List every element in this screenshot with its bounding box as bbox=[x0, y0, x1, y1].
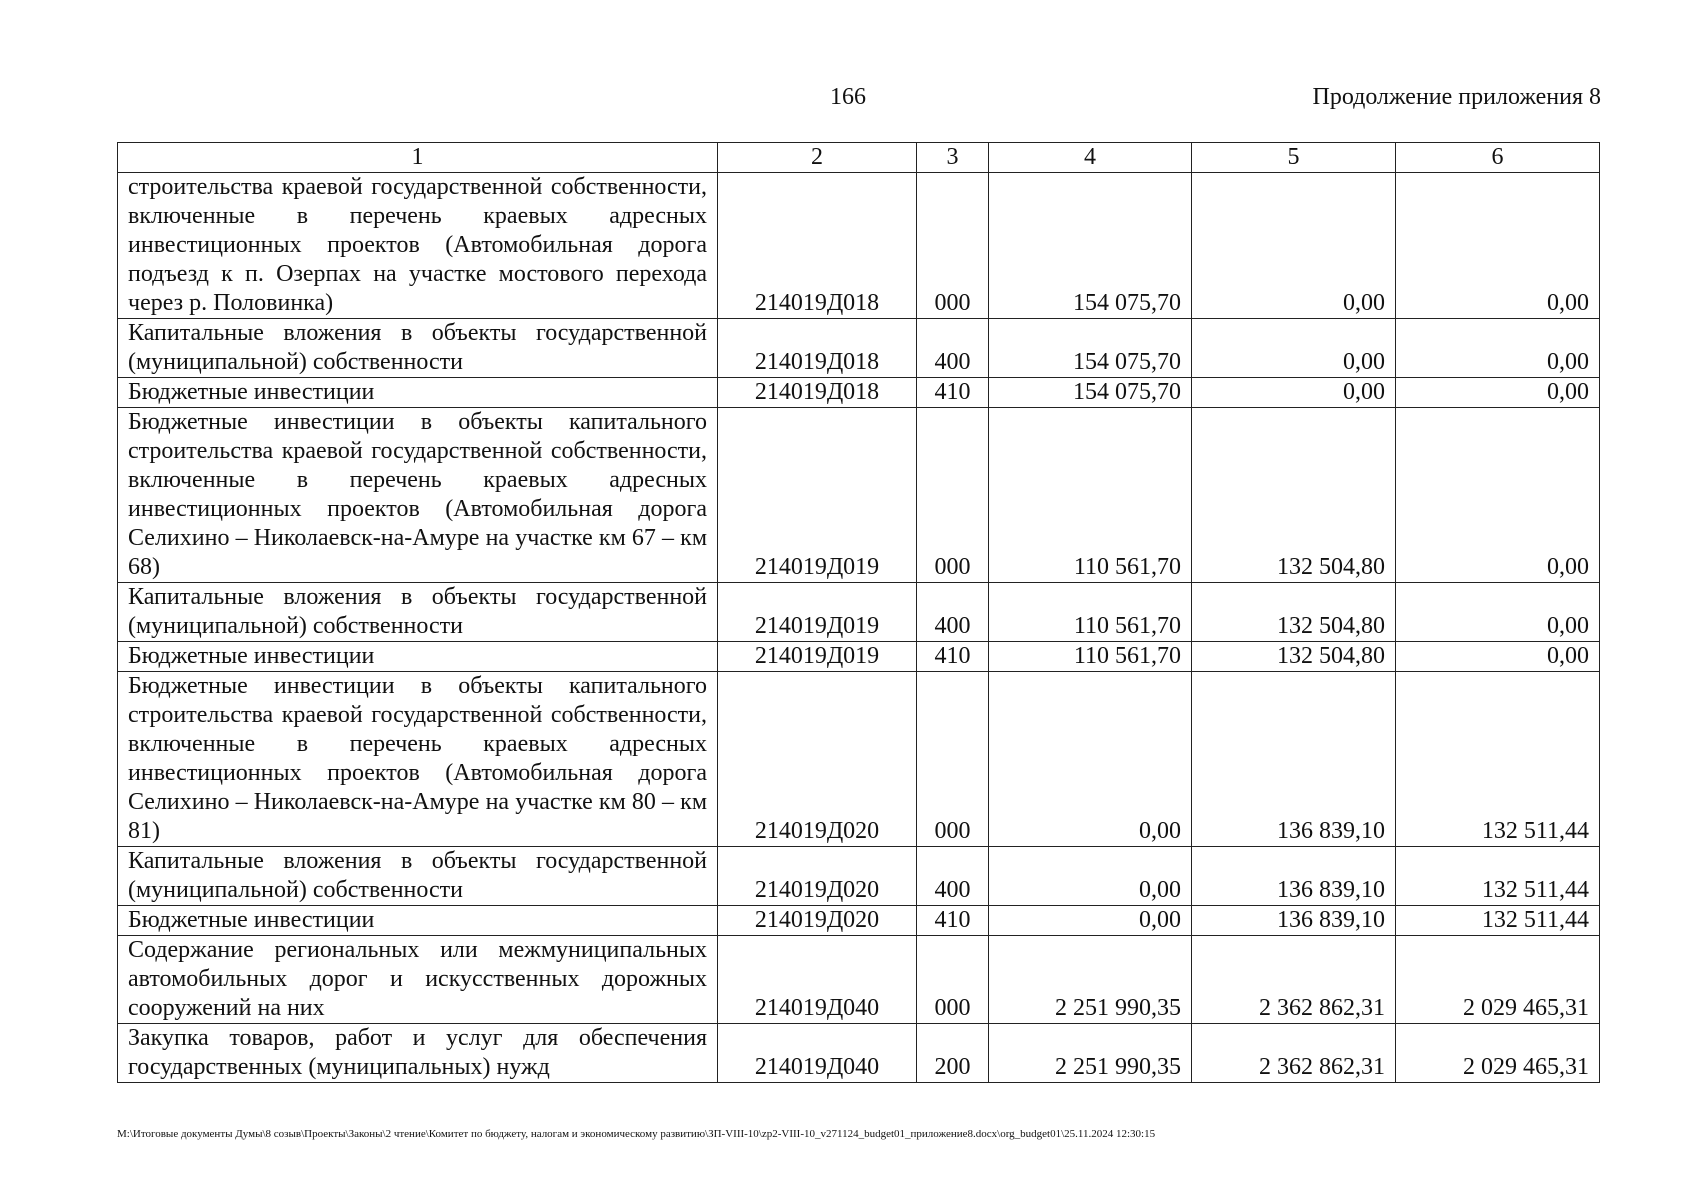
cell-target-article: 214019Д020 bbox=[718, 847, 917, 906]
cell-name: Бюджетные инвестиции в объекты капитального строительства краевой государственной собственности, включенные в перечень краевых адресных инвестиционных проектов (Автомобильная дорога Селихино – Николаевск-на-Амуре на участке км 80 – км 81) bbox=[118, 672, 718, 847]
cell-expense-type: 000 bbox=[917, 936, 989, 1024]
cell-amount: 0,00 bbox=[1396, 583, 1600, 642]
cell-name: Капитальные вложения в объекты государственной (муниципальной) собственности bbox=[118, 847, 718, 906]
table-row bbox=[118, 936, 1600, 1024]
table-header bbox=[118, 143, 1600, 173]
cell-amount: 110 561,70 bbox=[989, 583, 1192, 642]
cell-amount: 0,00 bbox=[989, 672, 1192, 847]
page-number: 166 bbox=[830, 84, 866, 110]
cell-name: Бюджетные инвестиции bbox=[118, 642, 718, 672]
table-body bbox=[118, 173, 1600, 1083]
cell-expense-type: 000 bbox=[917, 408, 989, 583]
column-header: 5 bbox=[1192, 143, 1396, 173]
table-row bbox=[118, 408, 1600, 583]
footer-file-path: М:\Итоговые документы Думы\8 созыв\Проекты\Законы\2 чтение\Комитет по бюджету, налогам и экономическому развитию\ЗП-VIII-10\zp2-VIII-10_v271124_budget01_приложение8.docx\org_budget01\25.11.2024 12:30:15 bbox=[117, 1128, 1156, 1140]
column-header: 3 bbox=[917, 143, 989, 173]
cell-expense-type: 000 bbox=[917, 672, 989, 847]
table-row bbox=[118, 173, 1600, 319]
cell-target-article: 214019Д019 bbox=[718, 408, 917, 583]
cell-target-article: 214019Д018 bbox=[718, 173, 917, 319]
cell-target-article: 214019Д019 bbox=[718, 583, 917, 642]
table-row bbox=[118, 319, 1600, 378]
table-row bbox=[118, 1024, 1600, 1083]
column-header: 4 bbox=[989, 143, 1192, 173]
cell-name: Бюджетные инвестиции bbox=[118, 378, 718, 408]
table-row bbox=[118, 583, 1600, 642]
column-header: 2 bbox=[718, 143, 917, 173]
cell-expense-type: 400 bbox=[917, 583, 989, 642]
column-header: 1 bbox=[118, 143, 718, 173]
cell-amount: 132 511,44 bbox=[1396, 906, 1600, 936]
cell-amount: 154 075,70 bbox=[989, 378, 1192, 408]
cell-amount: 0,00 bbox=[1396, 378, 1600, 408]
table-row bbox=[118, 378, 1600, 408]
cell-amount: 2 029 465,31 bbox=[1396, 936, 1600, 1024]
cell-expense-type: 000 bbox=[917, 173, 989, 319]
continuation-heading: Продолжение приложения 8 bbox=[1312, 84, 1601, 110]
table-row bbox=[118, 672, 1600, 847]
cell-target-article: 214019Д018 bbox=[718, 378, 917, 408]
cell-amount: 110 561,70 bbox=[989, 642, 1192, 672]
cell-amount: 136 839,10 bbox=[1192, 672, 1396, 847]
cell-target-article: 214019Д020 bbox=[718, 906, 917, 936]
table-row bbox=[118, 906, 1600, 936]
cell-expense-type: 400 bbox=[917, 319, 989, 378]
cell-target-article: 214019Д018 bbox=[718, 319, 917, 378]
cell-amount: 136 839,10 bbox=[1192, 906, 1396, 936]
cell-amount: 0,00 bbox=[1192, 319, 1396, 378]
cell-expense-type: 200 bbox=[917, 1024, 989, 1083]
cell-amount: 132 511,44 bbox=[1396, 672, 1600, 847]
table-row bbox=[118, 847, 1600, 906]
cell-amount: 0,00 bbox=[1396, 408, 1600, 583]
cell-target-article: 214019Д040 bbox=[718, 1024, 917, 1083]
budget-table bbox=[117, 142, 1600, 1083]
cell-amount: 154 075,70 bbox=[989, 173, 1192, 319]
cell-amount: 0,00 bbox=[1396, 319, 1600, 378]
column-header: 6 bbox=[1396, 143, 1600, 173]
cell-amount: 0,00 bbox=[1396, 642, 1600, 672]
cell-name: Бюджетные инвестиции bbox=[118, 906, 718, 936]
cell-amount: 110 561,70 bbox=[989, 408, 1192, 583]
cell-amount: 154 075,70 bbox=[989, 319, 1192, 378]
cell-amount: 132 504,80 bbox=[1192, 583, 1396, 642]
cell-target-article: 214019Д040 bbox=[718, 936, 917, 1024]
cell-target-article: 214019Д019 bbox=[718, 642, 917, 672]
cell-name: строительства краевой государственной собственности, включенные в перечень краевых адресных инвестиционных проектов (Автомобильная дорога подъезд к п. Озерпах на участке мостового перехода через р. Половинка) bbox=[118, 173, 718, 319]
cell-name: Капитальные вложения в объекты государственной (муниципальной) собственности bbox=[118, 319, 718, 378]
table-row bbox=[118, 642, 1600, 672]
cell-name: Содержание региональных или межмуниципальных автомобильных дорог и искусственных дорожных сооружений на них bbox=[118, 936, 718, 1024]
cell-target-article: 214019Д020 bbox=[718, 672, 917, 847]
cell-amount: 2 362 862,31 bbox=[1192, 1024, 1396, 1083]
cell-name: Закупка товаров, работ и услуг для обеспечения государственных (муниципальных) нужд bbox=[118, 1024, 718, 1083]
cell-amount: 132 504,80 bbox=[1192, 642, 1396, 672]
cell-amount: 132 504,80 bbox=[1192, 408, 1396, 583]
column-number-row bbox=[118, 143, 1600, 173]
cell-amount: 136 839,10 bbox=[1192, 847, 1396, 906]
cell-amount: 0,00 bbox=[1396, 173, 1600, 319]
cell-amount: 2 362 862,31 bbox=[1192, 936, 1396, 1024]
cell-amount: 2 251 990,35 bbox=[989, 936, 1192, 1024]
cell-amount: 0,00 bbox=[989, 906, 1192, 936]
cell-amount: 0,00 bbox=[989, 847, 1192, 906]
cell-expense-type: 400 bbox=[917, 847, 989, 906]
cell-amount: 2 251 990,35 bbox=[989, 1024, 1192, 1083]
cell-name: Капитальные вложения в объекты государственной (муниципальной) собственности bbox=[118, 583, 718, 642]
cell-expense-type: 410 bbox=[917, 378, 989, 408]
cell-expense-type: 410 bbox=[917, 642, 989, 672]
cell-amount: 132 511,44 bbox=[1396, 847, 1600, 906]
cell-amount: 0,00 bbox=[1192, 173, 1396, 319]
cell-name: Бюджетные инвестиции в объекты капитального строительства краевой государственной собственности, включенные в перечень краевых адресных инвестиционных проектов (Автомобильная дорога Селихино – Николаевск-на-Амуре на участке км 67 – км 68) bbox=[118, 408, 718, 583]
cell-expense-type: 410 bbox=[917, 906, 989, 936]
cell-amount: 0,00 bbox=[1192, 378, 1396, 408]
cell-amount: 2 029 465,31 bbox=[1396, 1024, 1600, 1083]
